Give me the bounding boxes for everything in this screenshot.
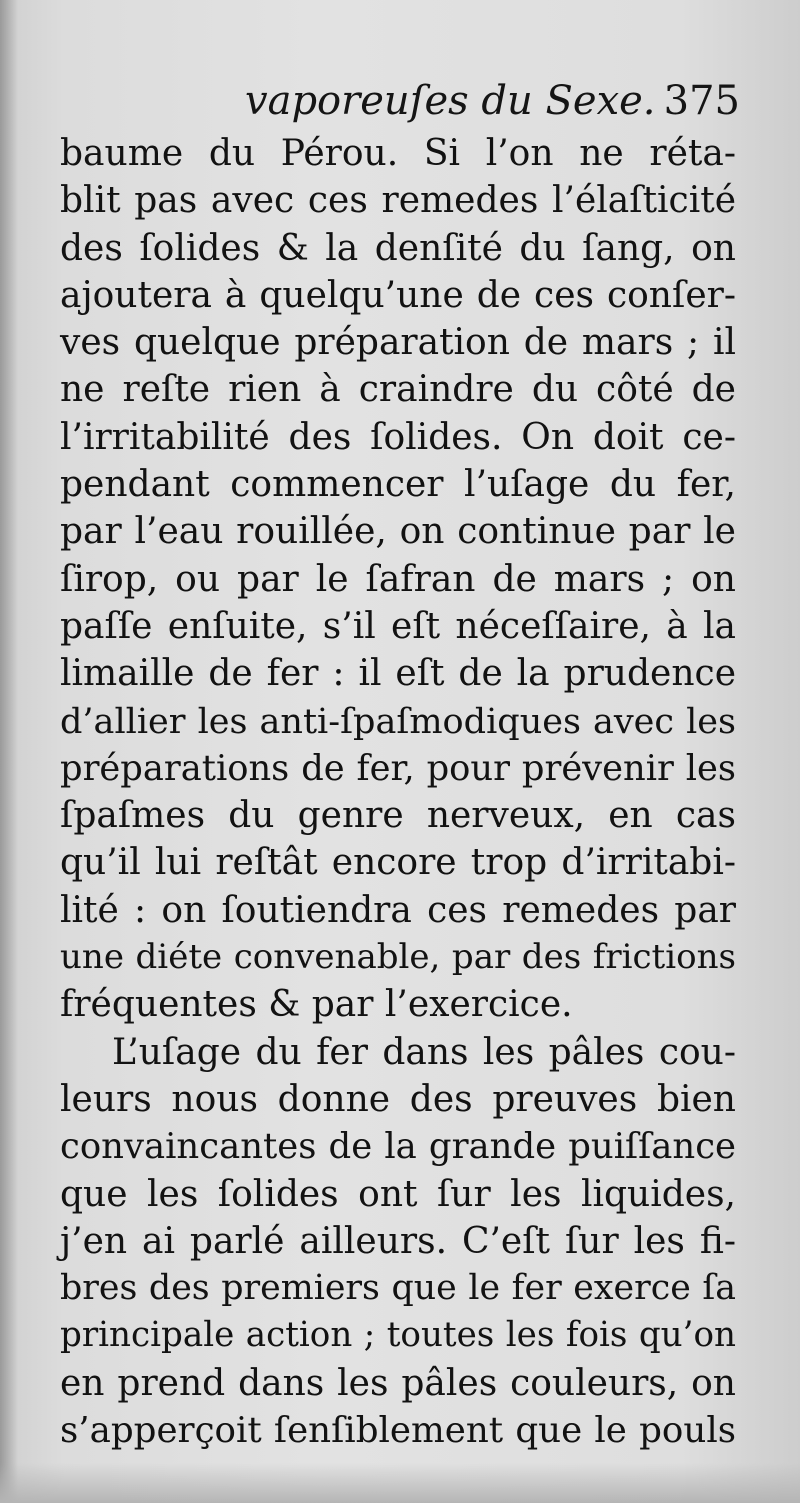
paragraph-end-line: fréquentes & par l’exercice. [60, 984, 573, 1026]
text-line: ves quelque préparation de mars ; il [60, 322, 736, 364]
text-line: lité : on ſoutiendra ces remedes par [60, 889, 736, 931]
text-line: ſpaſmes du genre nerveux, en cas [60, 795, 736, 837]
text-line: s’apperçoit ſenſiblement que le pouls [60, 1410, 736, 1452]
body-text [60, 130, 736, 1454]
text-line: leurs nous donne des preuves bien [60, 1078, 736, 1120]
text-line: une diéte convenable, par des frictions [60, 937, 736, 978]
paragraph-start-line: L’uſage du fer dans les pâles cou- [112, 1031, 736, 1073]
text-line: convaincantes de la grande puiſſance [60, 1126, 736, 1168]
running-title: vaporeuſes du Sexe. [245, 78, 656, 124]
text-line: pendant commencer l’uſage du fer, [60, 464, 736, 506]
text-line: préparations de fer, pour prévenir les [60, 747, 736, 789]
text-line: par l’eau rouillée, on continue par le [60, 511, 736, 553]
text-line: qu’il lui reſtât encore trop d’irritabi- [60, 842, 736, 884]
text-line: blit pas avec ces remedes l’élaſticité [60, 180, 736, 222]
text-line: que les ſolides ont ſur les liquides, [60, 1173, 736, 1215]
text-line: d’allier les anti-ſpaſmodiques avec les [60, 700, 736, 742]
text-line: ne reſte rien à craindre du côté de [60, 369, 736, 411]
text-line: ajoutera à quelqu’une de ces conſer- [60, 274, 736, 316]
page-number: 375 [663, 78, 740, 124]
spine-shadow [0, 0, 18, 1503]
text-line: principale action ; toutes les fois qu’on [60, 1315, 736, 1356]
text-line: en prend dans les pâles couleurs, on [60, 1362, 736, 1404]
text-line: j’en ai parlé ailleurs. C’eſt ſur les fi- [60, 1220, 736, 1262]
text-line: l’irritabilité des ſolides. On doit ce- [60, 416, 736, 458]
page-header [60, 78, 740, 138]
text-line: bres des premiers que le fer exerce ſa [60, 1268, 736, 1309]
text-line: limaille de fer : il eſt de la prudence [60, 653, 736, 695]
text-line: baume du Pérou. Si l’on ne réta- [60, 133, 736, 174]
text-line: ſirop, ou par le ſafran de mars ; on [60, 558, 736, 600]
bottom-shadow [0, 1463, 800, 1503]
text-line: des ſolides & la denſité du ſang, on [60, 227, 736, 269]
text-line: paſſe enſuite, s’il eſt néceſſaire, à la [60, 605, 736, 647]
